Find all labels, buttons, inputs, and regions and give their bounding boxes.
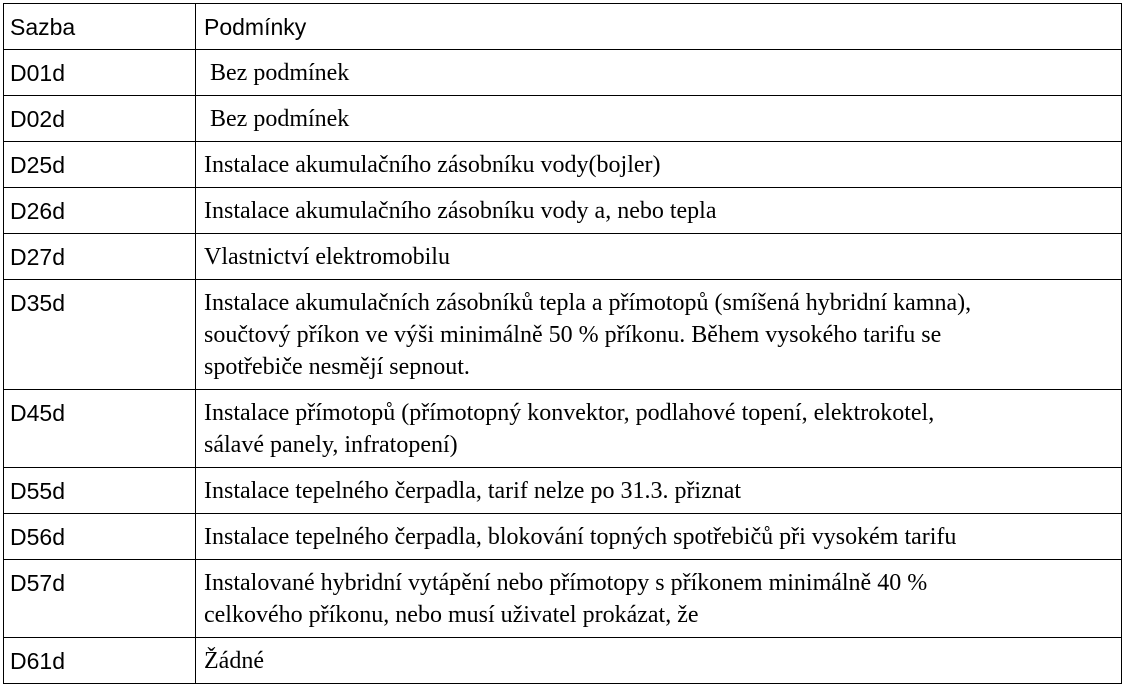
condition-line: součtový příkon ve výši minimálně 50 % příkonu. Během vysokého tarifu se: [204, 322, 942, 348]
conditions-cell: [196, 234, 1122, 280]
table-row: [4, 142, 1122, 188]
condition-line: Instalace akumulačního zásobníku vody a, nebo tepla: [204, 198, 717, 224]
condition-line: sálavé panely, infratopení): [204, 432, 458, 458]
condition-line: Instalace akumulačního zásobníku vody(bojler): [204, 152, 661, 178]
condition-line: Vlastnictví elektromobilu: [204, 244, 450, 270]
conditions-cell: [196, 468, 1122, 514]
condition-line: spotřebiče nesmějí sepnout.: [204, 354, 470, 380]
conditions-cell: [196, 188, 1122, 234]
tariff-conditions-table: [3, 3, 1122, 684]
condition-line: Instalace akumulačních zásobníků tepla a přímotopů (smíšená hybridní kamna),: [204, 290, 972, 316]
condition-line: Žádné: [204, 648, 264, 674]
rate-code-cell: D57d: [4, 560, 196, 638]
condition-line: Instalace tepelného čerpadla, tarif nelze po 31.3. přiznat: [204, 478, 742, 504]
rate-code-cell: D55d: [4, 468, 196, 514]
conditions-cell: [196, 514, 1122, 560]
header-podminky: Podmínky: [196, 4, 1122, 50]
condition-line: Bez podmínek: [204, 106, 350, 132]
rate-code-cell: D56d: [4, 514, 196, 560]
table-row: [4, 514, 1122, 560]
condition-line: Instalace přímotopů (přímotopný konvektor, podlahové topení, elektrokotel,: [204, 400, 935, 426]
table-row: [4, 50, 1122, 96]
condition-line: Instalované hybridní vytápění nebo přímotopy s příkonem minimálně 40 %: [204, 570, 928, 596]
header-sazba: Sazba: [4, 4, 196, 50]
rate-code-cell: D61d: [4, 638, 196, 684]
rate-code-cell: D26d: [4, 188, 196, 234]
conditions-cell: [196, 390, 1122, 468]
conditions-cell: [196, 560, 1122, 638]
table-body: [4, 4, 1122, 684]
table-row: [4, 468, 1122, 514]
rate-code-cell: D27d: [4, 234, 196, 280]
table-row: [4, 390, 1122, 468]
condition-line: Bez podmínek: [204, 60, 350, 86]
conditions-cell: [196, 96, 1122, 142]
table-row: [4, 280, 1122, 390]
condition-line: celkového příkonu, nebo musí uživatel prokázat, že: [204, 602, 699, 628]
rate-code-cell: D35d: [4, 280, 196, 390]
conditions-cell: [196, 638, 1122, 684]
table-header-row: [4, 4, 1122, 50]
table-row: [4, 560, 1122, 638]
rate-code-cell: D25d: [4, 142, 196, 188]
table-row: [4, 96, 1122, 142]
conditions-cell: [196, 142, 1122, 188]
rate-code-cell: D45d: [4, 390, 196, 468]
table-row: [4, 234, 1122, 280]
conditions-cell: [196, 50, 1122, 96]
table-row: [4, 638, 1122, 684]
condition-line: Instalace tepelného čerpadla, blokování topných spotřebičů při vysokém tarifu: [204, 524, 957, 550]
table-row: [4, 188, 1122, 234]
rate-code-cell: D01d: [4, 50, 196, 96]
rate-code-cell: D02d: [4, 96, 196, 142]
conditions-cell: [196, 280, 1122, 390]
